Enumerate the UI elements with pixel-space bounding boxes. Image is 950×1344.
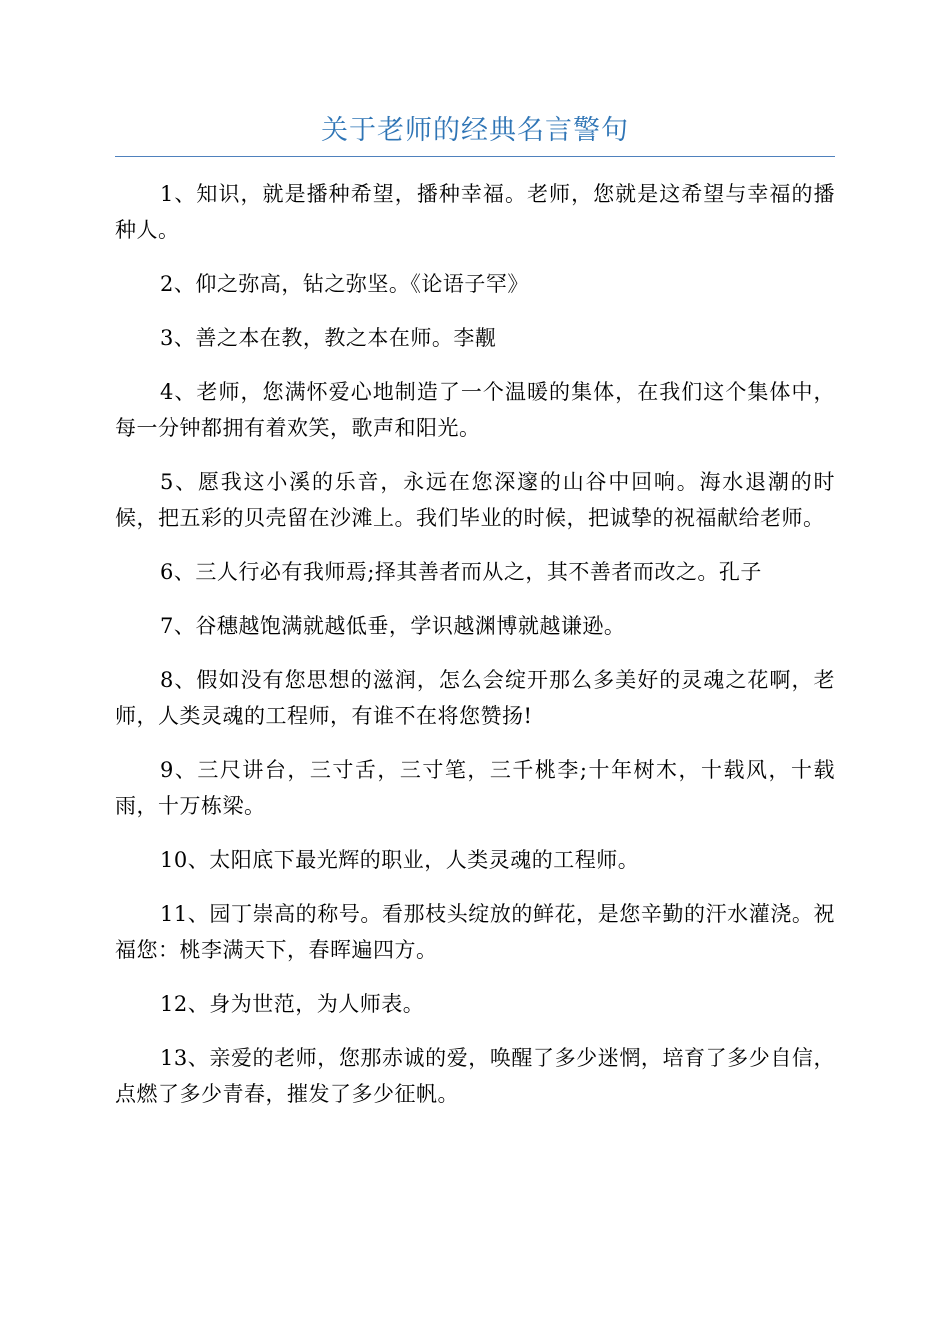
quote-paragraph-10: 10、太阳底下最光辉的职业，人类灵魂的工程师。 bbox=[160, 848, 640, 872]
document-body bbox=[115, 176, 835, 1130]
quote-paragraph-2: 2、仰之弥高，钻之弥坚。《论语子罕》 bbox=[160, 272, 529, 296]
quote-paragraph-8: 8、假如没有您思想的滋润，怎么会绽开那么多美好的灵魂之花啊，老师，人类灵魂的工程师，有谁不在将您赞扬! bbox=[115, 668, 835, 728]
quote-paragraph-3: 3、善之本在教，教之本在师。李觏 bbox=[160, 326, 497, 350]
quote-paragraph-1: 1、知识，就是播种希望，播种幸福。老师，您就是这希望与幸福的播种人。 bbox=[115, 182, 835, 242]
quote-paragraph-11: 11、园丁崇高的称号。看那枝头绽放的鲜花，是您辛勤的汗水灌浇。祝福您：桃李满天下，春晖遍四方。 bbox=[115, 902, 835, 962]
quote-paragraph-9: 9、三尺讲台，三寸舌，三寸笔，三千桃李;十年树木，十载风，十载雨，十万栋梁。 bbox=[115, 758, 835, 818]
quote-paragraph-5: 5、愿我这小溪的乐音，永远在您深邃的山谷中回响。海水退潮的时候，把五彩的贝壳留在沙滩上。我们毕业的时候，把诚挚的祝福献给老师。 bbox=[115, 470, 835, 530]
document-title: 关于老师的经典名言警句 bbox=[321, 115, 629, 146]
quote-paragraph-13: 13、亲爱的老师，您那赤诚的爱，唤醒了多少迷惘，培育了多少自信，点燃了多少青春，摧发了多少征帆。 bbox=[115, 1046, 835, 1106]
quote-paragraph-12: 12、身为世范，为人师表。 bbox=[160, 992, 425, 1016]
quote-paragraph-4: 4、老师，您满怀爱心地制造了一个温暖的集体，在我们这个集体中，每一分钟都拥有着欢笑，歌声和阳光。 bbox=[115, 380, 835, 440]
quote-paragraph-6: 6、三人行必有我师焉;择其善者而从之，其不善者而改之。孔子 bbox=[160, 560, 762, 584]
title-block bbox=[115, 112, 835, 157]
quote-paragraph-7: 7、谷穗越饱满就越低垂，学识越渊博就越谦逊。 bbox=[160, 614, 626, 638]
